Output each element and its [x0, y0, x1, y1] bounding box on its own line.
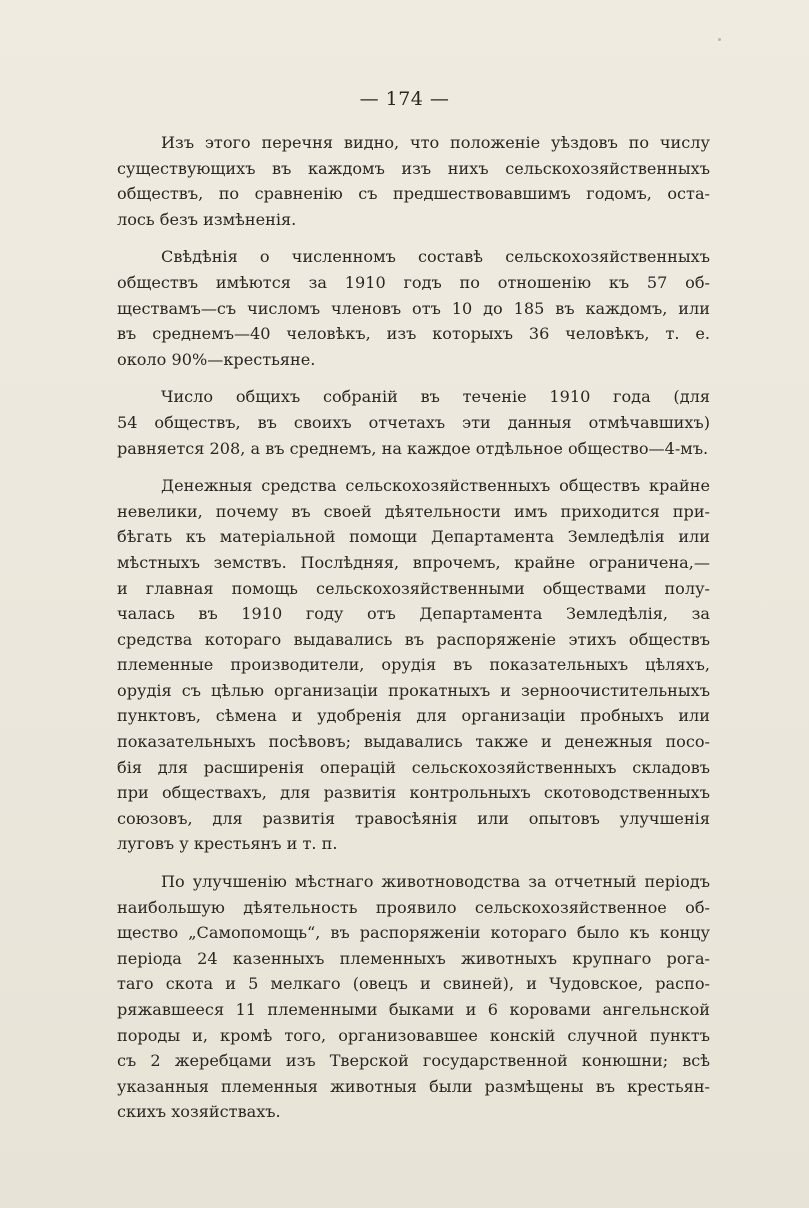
text-line: По улучшенію мѣстнаго животноводства за отчетный періодъ: [161, 872, 710, 892]
text-line: ряжавшееся 11 племенными быками и 6 коровами ангельнской: [117, 1000, 710, 1019]
text-line: въ среднемъ—40 человѣкъ, изъ которыхъ 36 человѣкъ, т. е.: [117, 324, 710, 344]
text-line: періода 24 казенныхъ племенныхъ животныхъ крупнаго рога-: [117, 948, 710, 968]
text-line: лось безъ измѣненія.: [117, 209, 297, 229]
text-line: обществъ имѣются за 1910 годъ по отношенію къ 57 об-: [117, 272, 710, 292]
paragraph: [117, 869, 710, 1125]
text-line: невелики, почему въ своей дѣятельности имъ приходится при-: [117, 501, 710, 521]
text-line: показательныхъ посѣвовъ; выдавались также и денежныя посо-: [117, 732, 710, 752]
text-line: наибольшую дѣятельность проявило сельскохозяйственное об-: [117, 897, 710, 917]
text-line: Изъ этого перечня видно, что положеніе уѣздовъ по числу: [161, 133, 710, 152]
text-line: 54 обществъ, въ своихъ отчетахъ эти данныя отмѣчавшихъ): [117, 412, 710, 432]
text-line: и главная помощь сельскохозяйственными обществами полу-: [117, 578, 710, 598]
text-line: бія для расширенія операцій сельскохозяйственныхъ складовъ: [117, 757, 710, 777]
text-line: луговъ у крестьянъ и т. п.: [117, 834, 338, 854]
paper-speck: [718, 38, 721, 41]
text-line: Свѣдѣнія о численномъ составѣ сельскохозяйственныхъ: [161, 247, 710, 267]
text-line: скихъ хозяйствахъ.: [117, 1102, 281, 1122]
text-line: чалась въ 1910 году отъ Департамента Земледѣлія, за: [117, 604, 710, 624]
text-line: Число общихъ собраній въ теченіе 1910 года (для: [161, 387, 710, 407]
paragraph: [117, 473, 710, 857]
text-line: равняется 208, а въ среднемъ, на каждое отдѣльное общество—4-мъ.: [117, 438, 709, 458]
paragraph: [117, 130, 710, 232]
text-line: мѣстныхъ земствъ. Послѣдняя, впрочемъ, крайне ограничена,—: [117, 552, 710, 572]
text-line: союзовъ, для развитія травосѣянія или опытовъ улучшенія: [117, 808, 710, 828]
text-line: указанныя племенныя животныя были размѣщены въ крестьян-: [117, 1076, 710, 1096]
text-line: Денежныя средства сельскохозяйственныхъ обществъ крайне: [161, 476, 710, 496]
text-line: пунктовъ, сѣмена и удобренія для организаціи пробныхъ или: [117, 706, 710, 726]
text-line: около 90%—крестьяне.: [117, 349, 316, 369]
text-line: существующихъ въ каждомъ изъ нихъ сельскохозяйственныхъ: [117, 158, 710, 178]
text-line: бѣгать къ матеріальной помощи Департамента Земледѣлія или: [117, 527, 710, 547]
paragraph: [117, 384, 710, 461]
text-line: средства котораго выдавались въ распоряженіе этихъ обществъ: [117, 629, 710, 649]
text-line: обществъ, по сравненію съ предшествовавшимъ годомъ, оста-: [117, 184, 710, 204]
page-number: — 174 —: [359, 88, 450, 110]
paragraph: [117, 244, 710, 372]
text-line: породы и, кромѣ того, организовавшее конскій случной пунктъ: [117, 1025, 710, 1045]
text-line: ществамъ—съ числомъ членовъ отъ 10 до 185 въ каждомъ, или: [117, 298, 710, 318]
text-line: щество „Самопомощь“, въ распоряженіи котораго было къ концу: [117, 923, 710, 943]
text-line: орудія съ цѣлью организаціи прокатныхъ и зерноочистительныхъ: [117, 680, 710, 700]
text-line: съ 2 жеребцами изъ Тверской государственной конюшни; всѣ: [117, 1051, 710, 1071]
body-text: [117, 130, 710, 1137]
text-line: при обществахъ, для развитія контрольныхъ скотоводственныхъ: [117, 783, 710, 803]
text-line: таго скота и 5 мелкаго (овецъ и свиней), и Чудовское, распо-: [117, 974, 710, 994]
text-line: племенные производители, орудія въ показательныхъ цѣляхъ,: [117, 655, 710, 675]
